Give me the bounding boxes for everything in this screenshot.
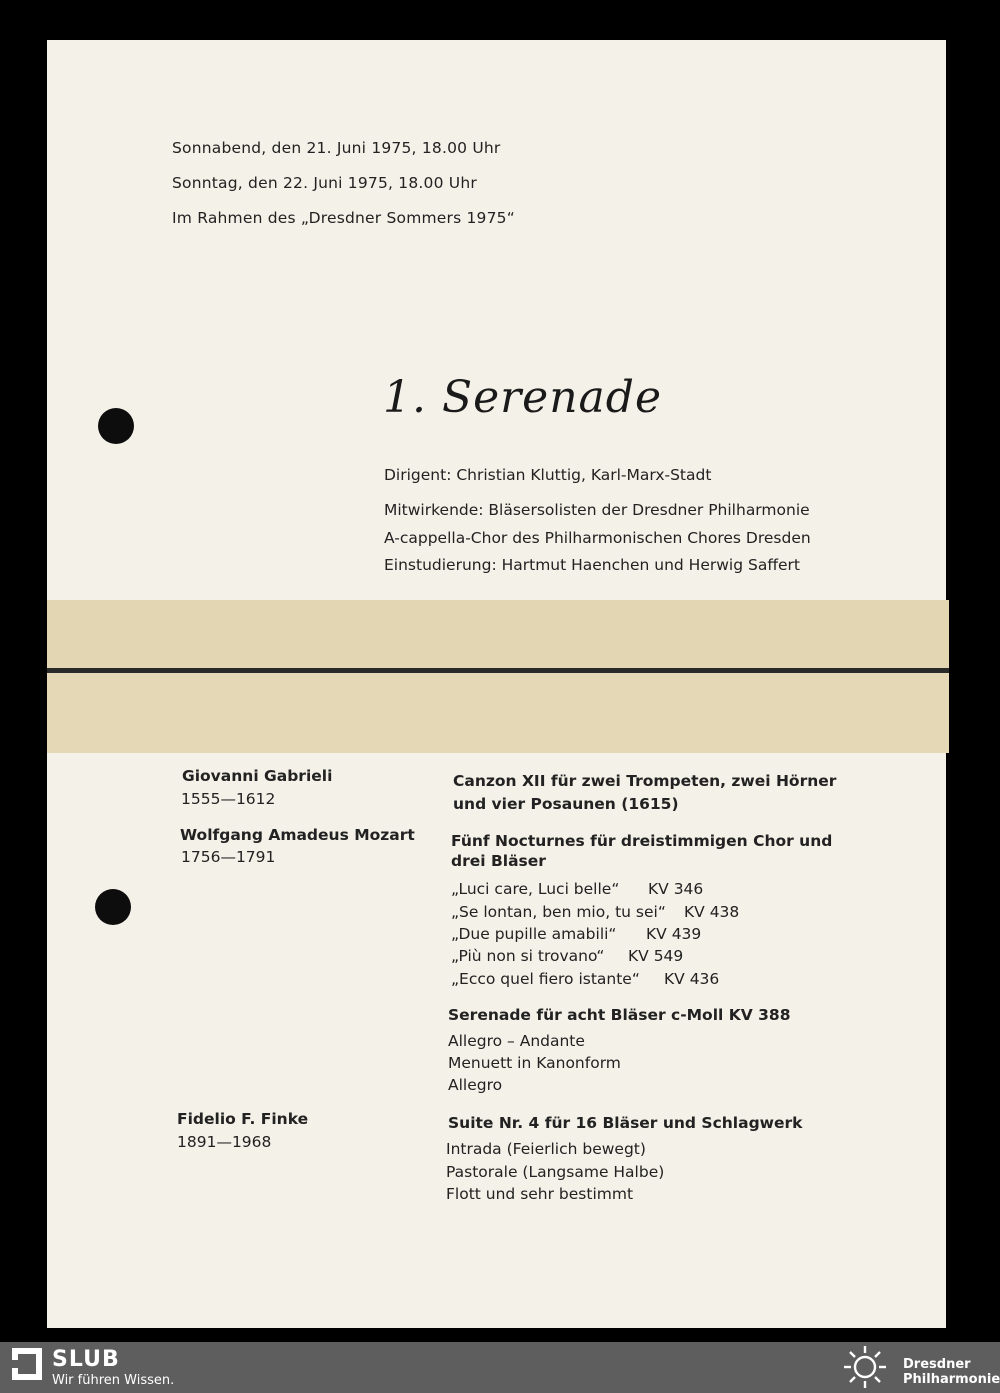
movement: Menuett in Kanonform [448, 1054, 621, 1072]
composer-name: Fidelio F. Finke [177, 1110, 309, 1128]
performers-line: Mitwirkende: Bläsersolisten der Dresdner Philharmonie [384, 501, 810, 519]
date-line-sunday: Sonntag, den 22. Juni 1975, 18.00 Uhr [172, 174, 477, 192]
movement: Intrada (Feierlich bewegt) [446, 1140, 646, 1158]
choir-line: A-cappella-Chor des Philharmonischen Chores Dresden [384, 529, 811, 547]
rehearsal-line: Einstudierung: Hartmut Haenchen und Herwig Saffert [384, 556, 800, 574]
adhesive-tape-lower [47, 673, 949, 753]
work-title: Suite Nr. 4 für 16 Bläser und Schlagwerk [448, 1114, 803, 1132]
nocturne-kv: KV 439 [646, 925, 702, 943]
slub-tagline: Wir führen Wissen. [52, 1373, 175, 1388]
work-title-cont: drei Bläser [451, 852, 546, 870]
page-title: 1. Serenade [383, 372, 662, 423]
movement: Pastorale (Langsame Halbe) [446, 1163, 665, 1181]
adhesive-tape-upper [47, 600, 949, 669]
movement: Allegro [448, 1076, 503, 1094]
nocturne-title: „Due pupille amabili“ [451, 925, 617, 943]
slub-logo-icon [12, 1348, 42, 1380]
punch-hole-upper [98, 408, 134, 444]
nocturne-kv: KV 549 [628, 947, 684, 965]
composer-years: 1555—1612 [181, 790, 276, 808]
philharmonie-logo-icon [842, 1344, 888, 1390]
date-line-saturday: Sonnabend, den 21. Juni 1975, 18.00 Uhr [172, 139, 501, 157]
nocturne-kv: KV 436 [664, 970, 720, 988]
composer-name: Giovanni Gabrieli [182, 767, 333, 785]
work-title: Fünf Nocturnes für dreistimmigen Chor und [451, 832, 833, 850]
nocturne-title: „Ecco quel fiero istante“ [451, 970, 640, 988]
partner-name-line1: Dresdner [903, 1357, 971, 1372]
work-title: Serenade für acht Bläser c-Moll KV 388 [448, 1006, 791, 1024]
partner-name-line2: Philharmonie [903, 1372, 1000, 1387]
composer-years: 1756—1791 [181, 848, 276, 866]
composer-name: Wolfgang Amadeus Mozart [180, 826, 415, 844]
work-title-cont: und vier Posaunen (1615) [453, 795, 679, 813]
movement: Allegro – Andante [448, 1032, 585, 1050]
work-title: Canzon XII für zwei Trompeten, zwei Hörner [453, 772, 837, 790]
nocturne-kv: KV 346 [648, 880, 704, 898]
nocturne-title: „Se lontan, ben mio, tu sei“ [451, 903, 666, 921]
conductor-line: Dirigent: Christian Kluttig, Karl-Marx-Stadt [384, 466, 712, 484]
nocturne-title: „Luci care, Luci belle“ [451, 880, 620, 898]
nocturne-title: „Più non si trovano“ [451, 947, 605, 965]
movement: Flott und sehr bestimmt [446, 1185, 634, 1203]
festival-line: Im Rahmen des „Dresdner Sommers 1975“ [172, 209, 515, 227]
nocturne-kv: KV 438 [684, 903, 740, 921]
composer-years: 1891—1968 [177, 1133, 272, 1151]
slub-title: SLUB [52, 1347, 120, 1372]
punch-hole-lower [95, 889, 131, 925]
